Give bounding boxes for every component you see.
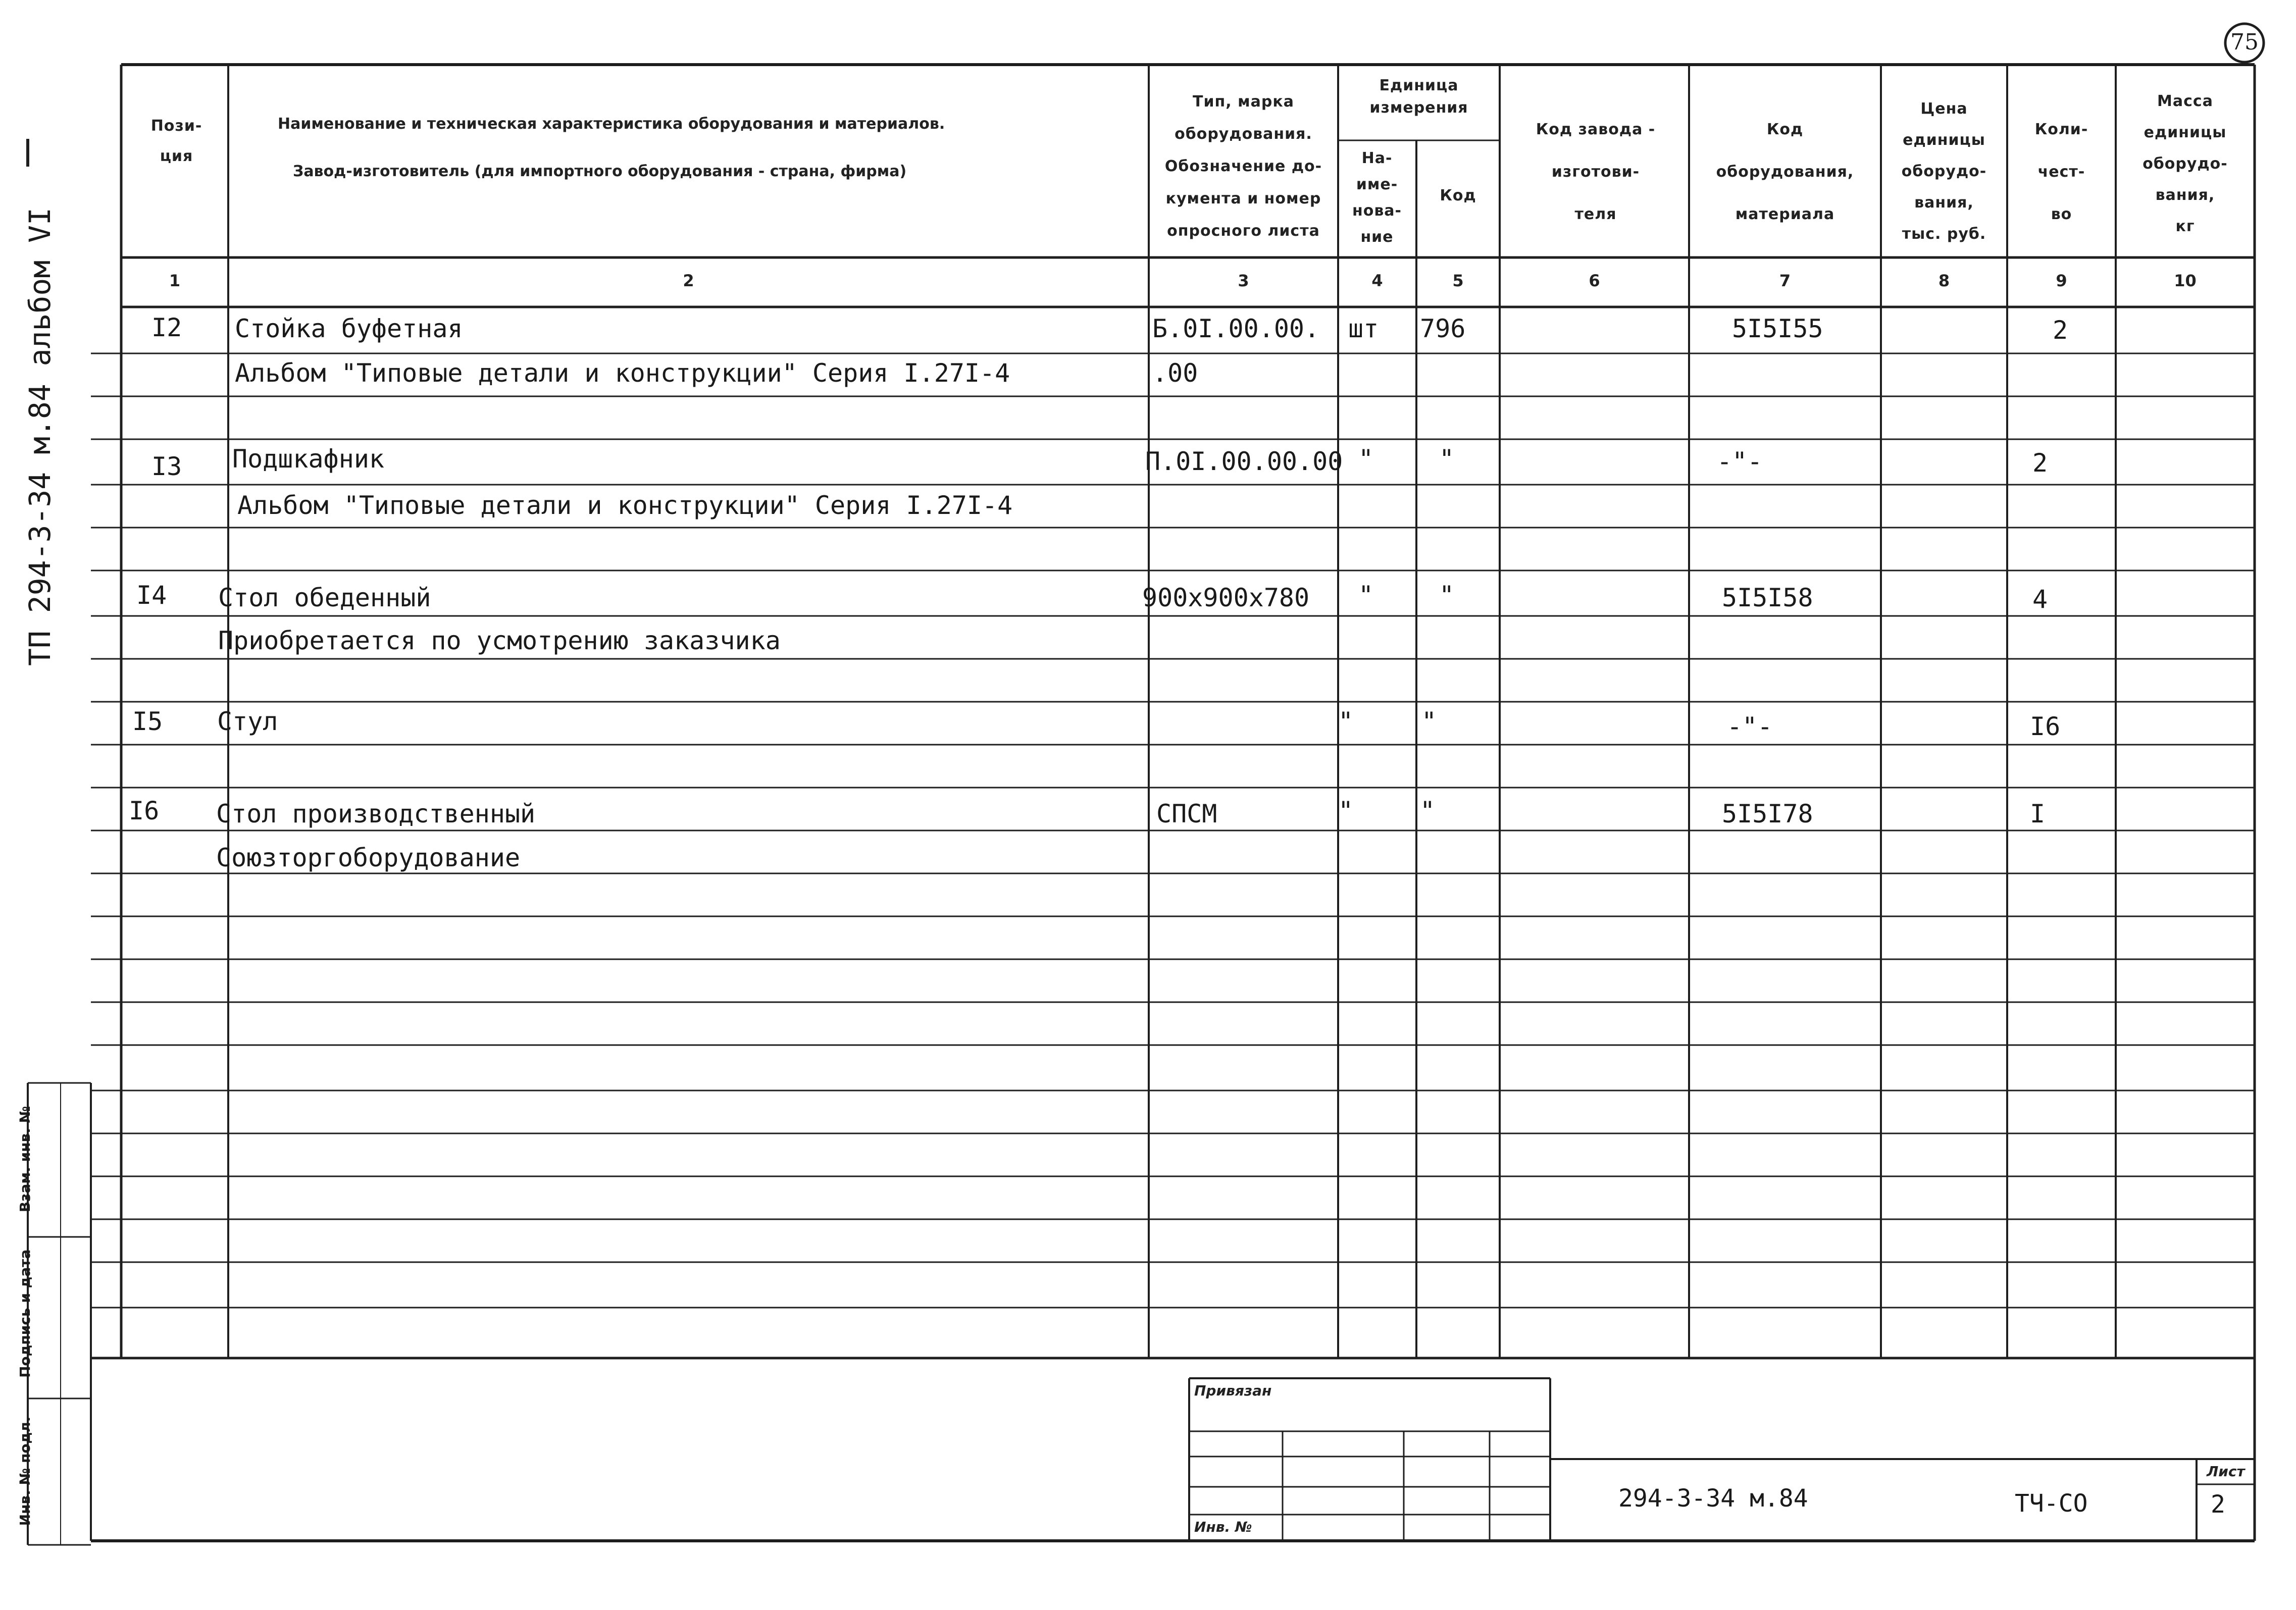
cell-material-code: 5I5I78 <box>1722 799 1813 828</box>
header-type: Тип, марка оборудования. Обозначение до- кумента и номер опросного листа <box>1164 93 1322 240</box>
header-unit-code: Код <box>1440 187 1476 204</box>
cell-unit: " <box>1358 581 1374 610</box>
cell-material-code: 5I5I58 <box>1722 583 1813 612</box>
col-number: 2 <box>683 271 694 290</box>
cell-quantity: 2 <box>2053 316 2068 345</box>
side-label: ТП 294-3-34 м.84 альбом VI <box>23 207 57 666</box>
cell-type: .00 <box>1152 358 1198 388</box>
cell-material-code: -"- <box>1717 447 1763 476</box>
header-factory-code: Код завода - изготови- теля <box>1536 121 1656 223</box>
header-mass: Масса единицы оборудо- вания, кг <box>2142 92 2228 235</box>
stamp-original-inv: Инв. № подл. <box>17 1416 33 1526</box>
header-quantity: Коли- чест- во <box>2034 121 2088 223</box>
margin-mark <box>26 139 29 167</box>
cell-quantity: 2 <box>2032 448 2048 478</box>
cell-material-code: 5I5I55 <box>1732 314 1823 343</box>
cell-material-code: -"- <box>1727 712 1773 741</box>
header-material-code: Код оборудования, материала <box>1716 121 1854 223</box>
header-position: Пози- ция <box>150 117 202 165</box>
header-unit-name: На- име- нова- ние <box>1352 149 1402 246</box>
sheet-number: 2 <box>2211 1490 2225 1519</box>
col-number: 7 <box>1779 271 1791 290</box>
cell-name: Союзторгоборудование <box>216 843 521 872</box>
col-number: 3 <box>1238 271 1249 290</box>
stamp-signature-date: Подпись и дата <box>17 1249 33 1378</box>
cell-type: Б.0I.00.00. <box>1152 314 1320 343</box>
col-number: 5 <box>1452 271 1464 290</box>
col-number: 4 <box>1371 271 1383 290</box>
cell-name: Стол производственный <box>216 799 536 828</box>
stamp-tied: Привязан <box>1194 1382 1272 1399</box>
cell-position: I4 <box>136 581 167 610</box>
col-number: 8 <box>1938 271 1950 290</box>
cell-name: Стол обеденный <box>218 583 431 612</box>
doc-mark: ТЧ-СО <box>2015 1489 2088 1518</box>
col-number: 1 <box>169 271 181 290</box>
cell-unit-code: " <box>1439 444 1455 474</box>
cell-name: Стойка буфетная <box>235 314 463 343</box>
col-number: 10 <box>2174 271 2197 290</box>
cell-quantity: 4 <box>2032 585 2048 614</box>
cell-unit-code: " <box>1421 707 1437 736</box>
cell-quantity: I6 <box>2030 712 2061 741</box>
header-name-line1: Наименование и техническая характеристика оборудования и материалов. <box>278 115 945 133</box>
sheet-label: Лист <box>2207 1463 2245 1480</box>
cell-position: I6 <box>129 796 160 825</box>
col-number: 9 <box>2056 271 2067 290</box>
header-unit-group: Единица измерения <box>1369 77 1468 117</box>
col-number: 6 <box>1589 271 1600 290</box>
stamp-replace-inv: Взам. инв. № <box>17 1106 33 1213</box>
doc-code: 294-3-34 м.84 <box>1618 1484 1808 1513</box>
cell-unit: " <box>1358 444 1374 474</box>
cell-unit-code: " <box>1420 796 1436 825</box>
header-name-line2: Завод-изготовитель (для импортного оборудования - страна, фирма) <box>293 163 907 180</box>
cell-name: Подшкафник <box>232 444 385 474</box>
cell-unit-code: " <box>1439 581 1455 610</box>
cell-unit: " <box>1338 796 1354 825</box>
cell-name: Альбом "Типовые детали и конструкции" Серия I.27I-4 <box>235 358 1010 388</box>
cell-name: Альбом "Типовые детали и конструкции" Серия I.27I-4 <box>237 491 1013 520</box>
cell-unit-code: 796 <box>1420 314 1466 343</box>
cell-position: I5 <box>132 707 163 736</box>
cell-name: Стул <box>217 707 278 736</box>
header-price: Цена единицы оборудо- вания, тыс. руб. <box>1901 100 1987 243</box>
cell-name: Приобретается по усмотрению заказчика <box>218 626 781 655</box>
stamp-inv-number: Инв. № <box>1194 1519 1252 1535</box>
page-number: 75 <box>2230 29 2259 55</box>
cell-quantity: I <box>2030 799 2046 828</box>
cell-type: П.0I.00.00.00 <box>1145 447 1343 476</box>
cell-type: СПСМ <box>1156 799 1217 828</box>
cell-unit: шт <box>1348 314 1379 343</box>
cell-type: 900x900x780 <box>1142 583 1310 612</box>
cell-position: I3 <box>151 452 182 481</box>
cell-position: I2 <box>151 313 182 342</box>
cell-unit: " <box>1338 707 1354 736</box>
